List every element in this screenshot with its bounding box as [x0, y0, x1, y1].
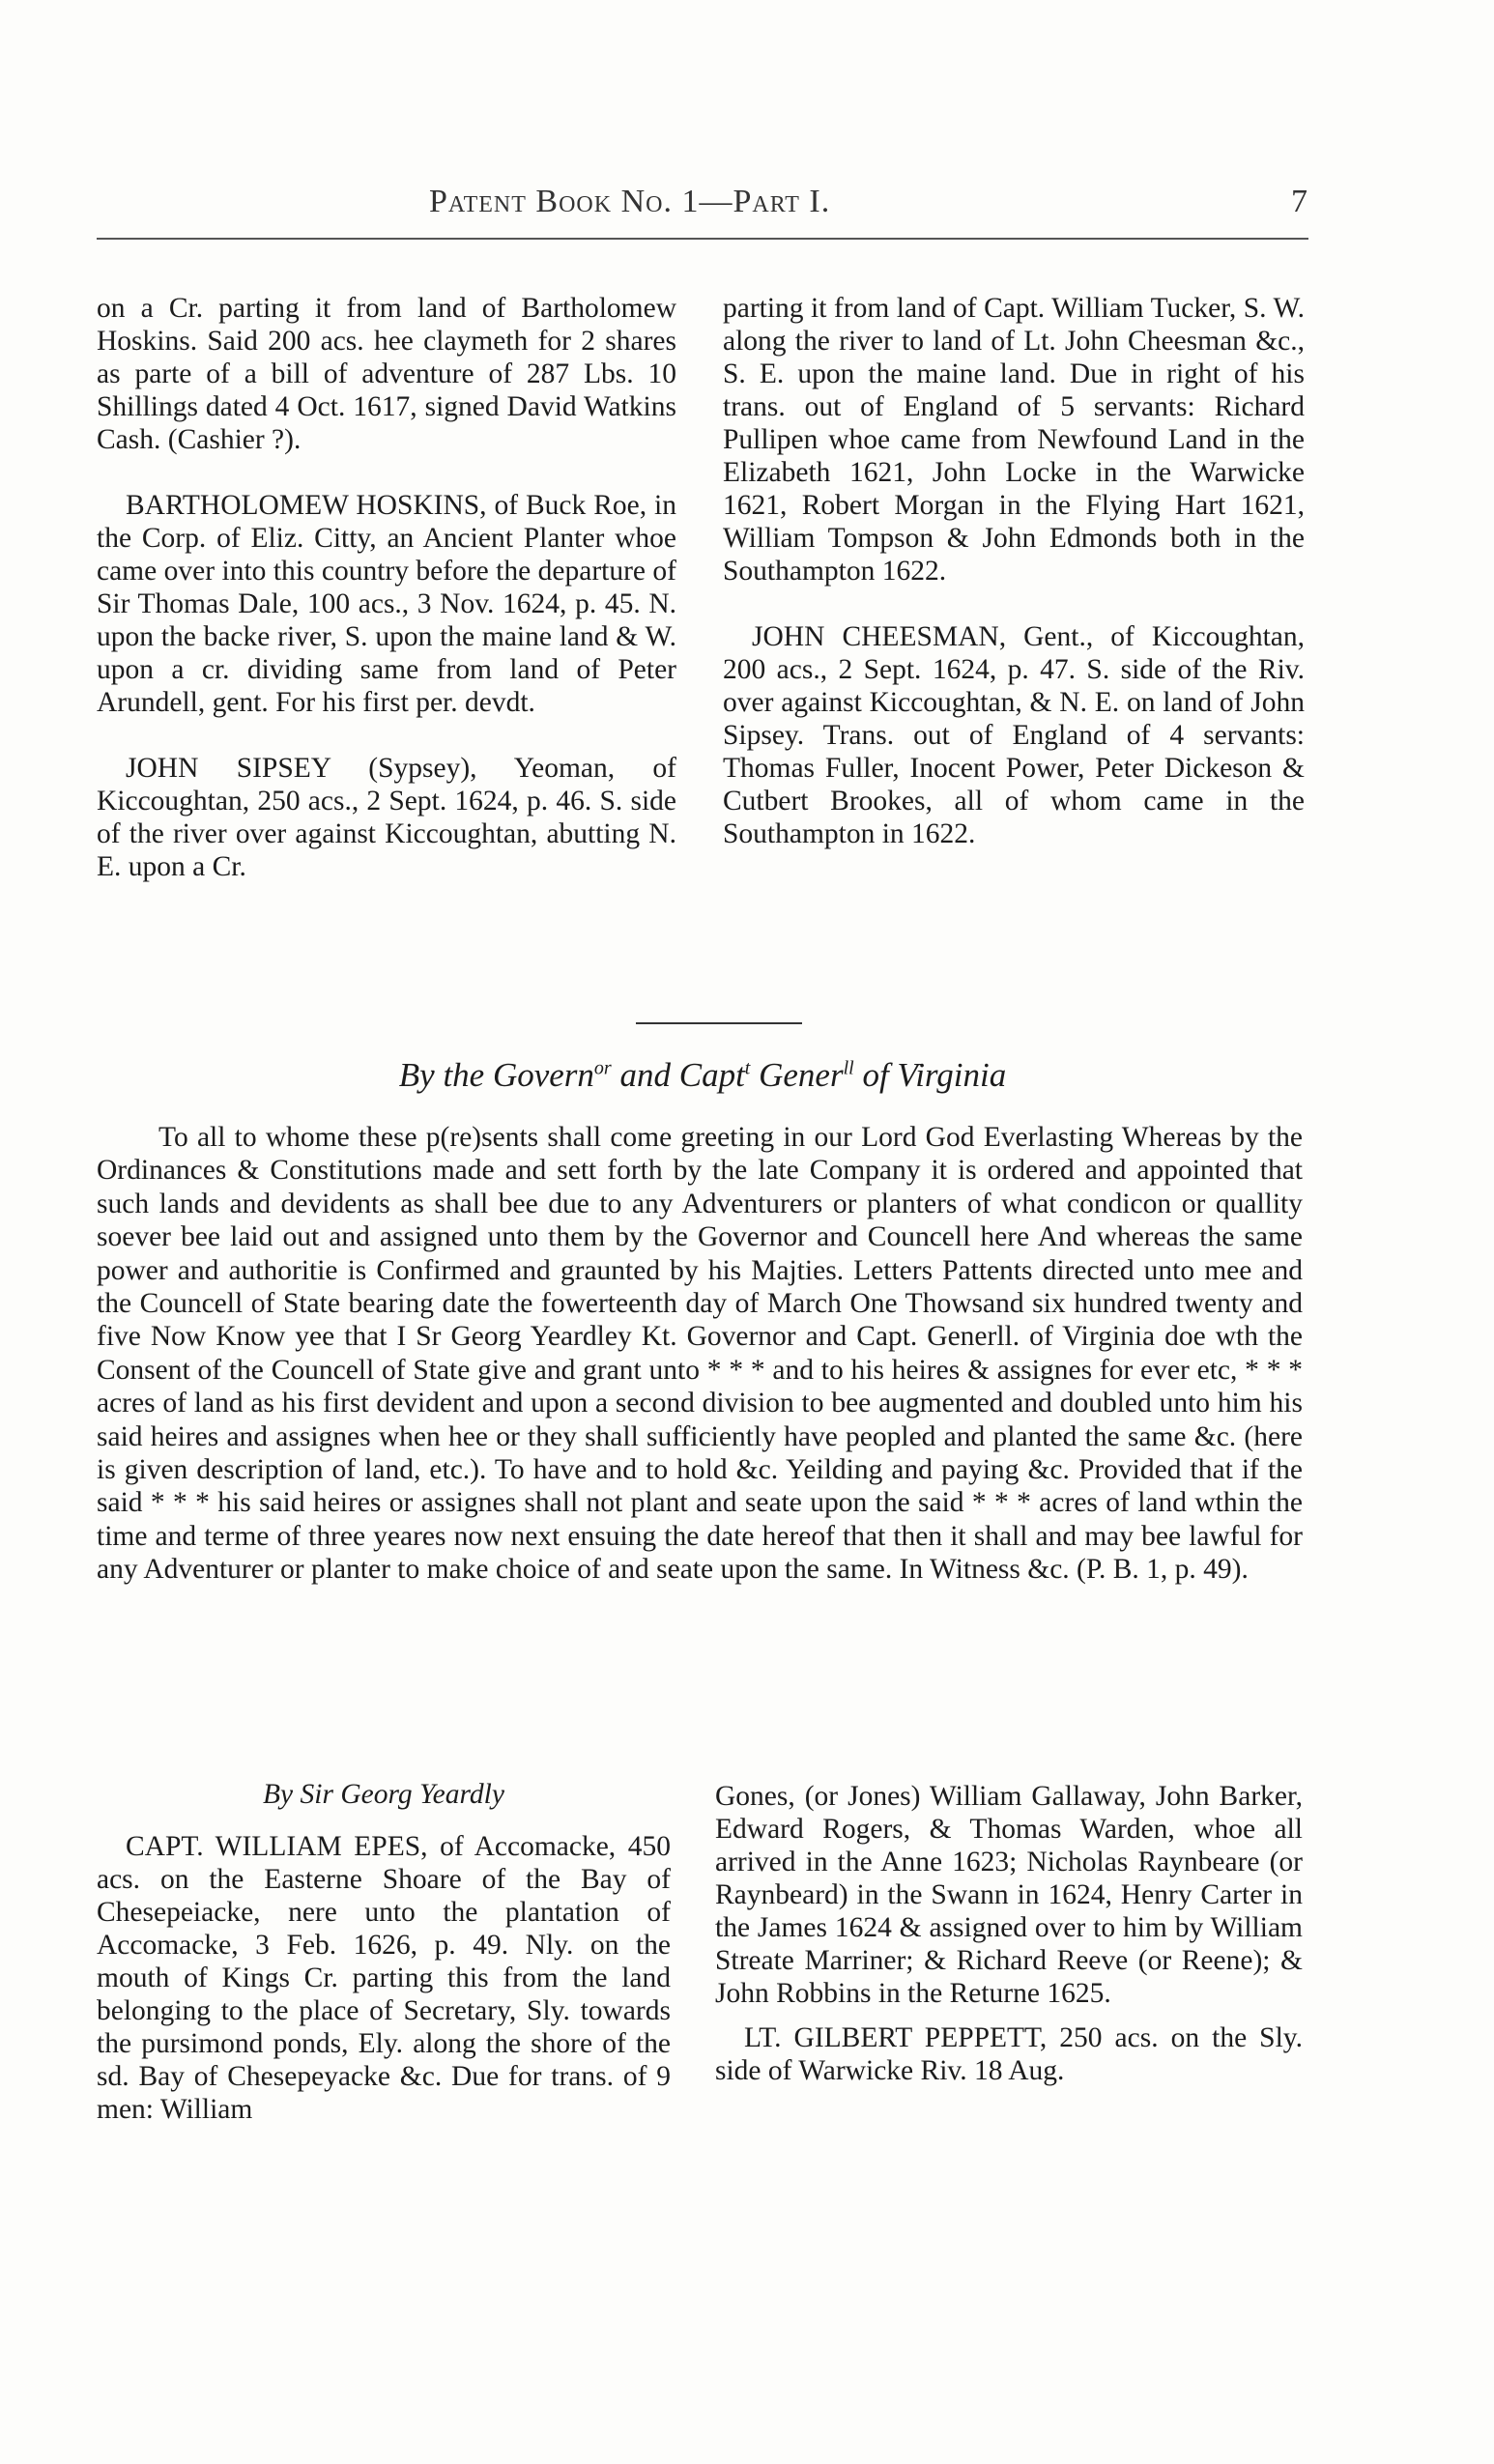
section-heading	[97, 1056, 1308, 1095]
heading-superscript: t	[744, 1057, 751, 1079]
paragraph-continuation-epes: Gones, (or Jones) William Gallaway, John Barker, Edward Rogers, & Thomas Warden, whoe all arrived in the Anne 1623; Nicholas Raynbeare (or Raynbeard) in the Swann in 1624, Henry Carter in the James 1624 & assigned over to him by William Streate Marriner; & Richard Reeve (or Reene); & John Robbins in the Returne 1625.	[715, 1781, 1303, 2009]
heading-part: of Virginia	[853, 1056, 1007, 1094]
heading-superscript: or	[593, 1057, 612, 1079]
right-column-top	[723, 292, 1305, 850]
entry-william-epes: CAPT. WILLIAM EPES, of Accomacke, 450 acs. on the Easterne Shoare of the Bay of Chesepeiacke, nere unto the plantation of Accomacke, 3 Feb. 1626, p. 49. Nly. on the mouth of Kings Cr. parting this from the land belonging to the place of Secretary, Sly. towards the pursimond ponds, Ely. along the shore of the sd. Bay of Chesepeyacke &c. Due for trans. of 9 men: William	[97, 1831, 671, 2125]
byline: By Sir Georg Yeardly	[263, 1779, 504, 1810]
right-column-bottom	[715, 1780, 1303, 2087]
entry-gilbert-peppett: LT. GILBERT PEPPETT, 250 acs. on the Sly. side of Warwicke Riv. 18 Aug.	[715, 2022, 1303, 2086]
entry-bartholomew-hoskins: BARTHOLOMEW HOSKINS, of Buck Roe, in the Corp. of Eliz. Citty, an Ancient Planter whoe came over into this country before the departure of Sir Thomas Dale, 100 acs., 3 Nov. 1624, p. 45. N. upon the backe river, S. upon the maine land & W. upon a cr. dividing same from land of Peter Arundell, gent. For his first per. devdt.	[97, 490, 676, 718]
paragraph-continuation: on a Cr. parting it from land of Bartholomew Hoskins. Said 200 acs. hee claymeth for 2 shares as parte of a bill of adventure of 287 Lbs. 10 Shillings dated 4 Oct. 1617, signed David Watkins Cash. (Cashier ?).	[97, 293, 676, 455]
section-divider	[636, 1022, 802, 1024]
left-column-bottom	[97, 1778, 671, 2126]
proclamation-text	[97, 1121, 1303, 1587]
header-rule	[97, 238, 1308, 240]
heading-superscript: ll	[843, 1057, 854, 1079]
left-column-top	[97, 292, 676, 883]
page-number: 7	[1291, 184, 1308, 219]
paragraph-continuation-sipsey: parting it from land of Capt. William Tucker, S. W. along the river to land of Lt. John Cheesman &c., S. E. upon the maine land. Due in right of his trans. out of England of 5 servants: Richard Pullipen whoe came from Newfound Land in the Elizabeth 1621, John Locke in the Warwicke 1621, Robert Morgan in the Flying Hart 1621, William Tompson & John Edmonds both in the Southampton 1622.	[723, 293, 1305, 587]
heading-part: Gener	[750, 1056, 844, 1094]
entry-john-cheesman: JOHN CHEESMAN, Gent., of Kiccoughtan, 200 acs., 2 Sept. 1624, p. 47. S. side of the Riv. over against Kiccoughtan, & N. E. on land of John Sipsey. Trans. out of England of 4 servants: Thomas Fuller, Inocent Power, Peter Dickeson & Cutbert Brookes, all of whom came in the Southampton in 1622.	[723, 621, 1305, 849]
proclamation-paragraph: To all to whome these p(re)sents shall come greeting in our Lord God Everlasting Whereas by the Ordinances & Constitutions made and sett forth by the late Company it is ordered and appointed that such lands and devidents as shall bee due to any Adventurers or planters of what condicon or quallity soever bee laid out and assigned unto them by the Governor and Councell here And whereas the same power and authoritie is Confirmed and graunted by his Majties. Letters Pattents directed unto mee and the Councell of State bearing date the fowerteenth day of March One Thowsand six hundred twenty and five Now Know yee that I Sr Georg Yeardley Kt. Governor and Capt. Generll. of Virginia doe wth the Consent of the Councell of State give and grant unto * * * and to his heires & assignes for ever etc, * * * acres of land as his first devident and upon a second division to bee augmented and doubled unto him his said heires and assignes when hee or they shall sufficiently have peopled and planted the same &c. (here is given description of land, etc.). To have and to hold &c. Yeilding and paying &c. Provided that if the said * * * his said heires or assignes shall not plant and seate upon the said * * * acres of land wthin the time and terme of three yeares now next ensuing the date hereof that then it shall and may bee lawful for any Adventurer or planter to make choice of and seate upon the same. In Witness &c. (P. B. 1, p. 49).	[97, 1122, 1303, 1586]
heading-part: and Capt	[611, 1056, 745, 1094]
running-head-title: Patent Book No. 1—Part I.	[429, 184, 831, 219]
entry-john-sipsey: JOHN SIPSEY (Sypsey), Yeoman, of Kiccoughtan, 250 acs., 2 Sept. 1624, p. 46. S. side of the river over against Kiccoughtan, abutting N. E. upon a Cr.	[97, 753, 676, 882]
heading-part: By the Govern	[398, 1056, 594, 1094]
